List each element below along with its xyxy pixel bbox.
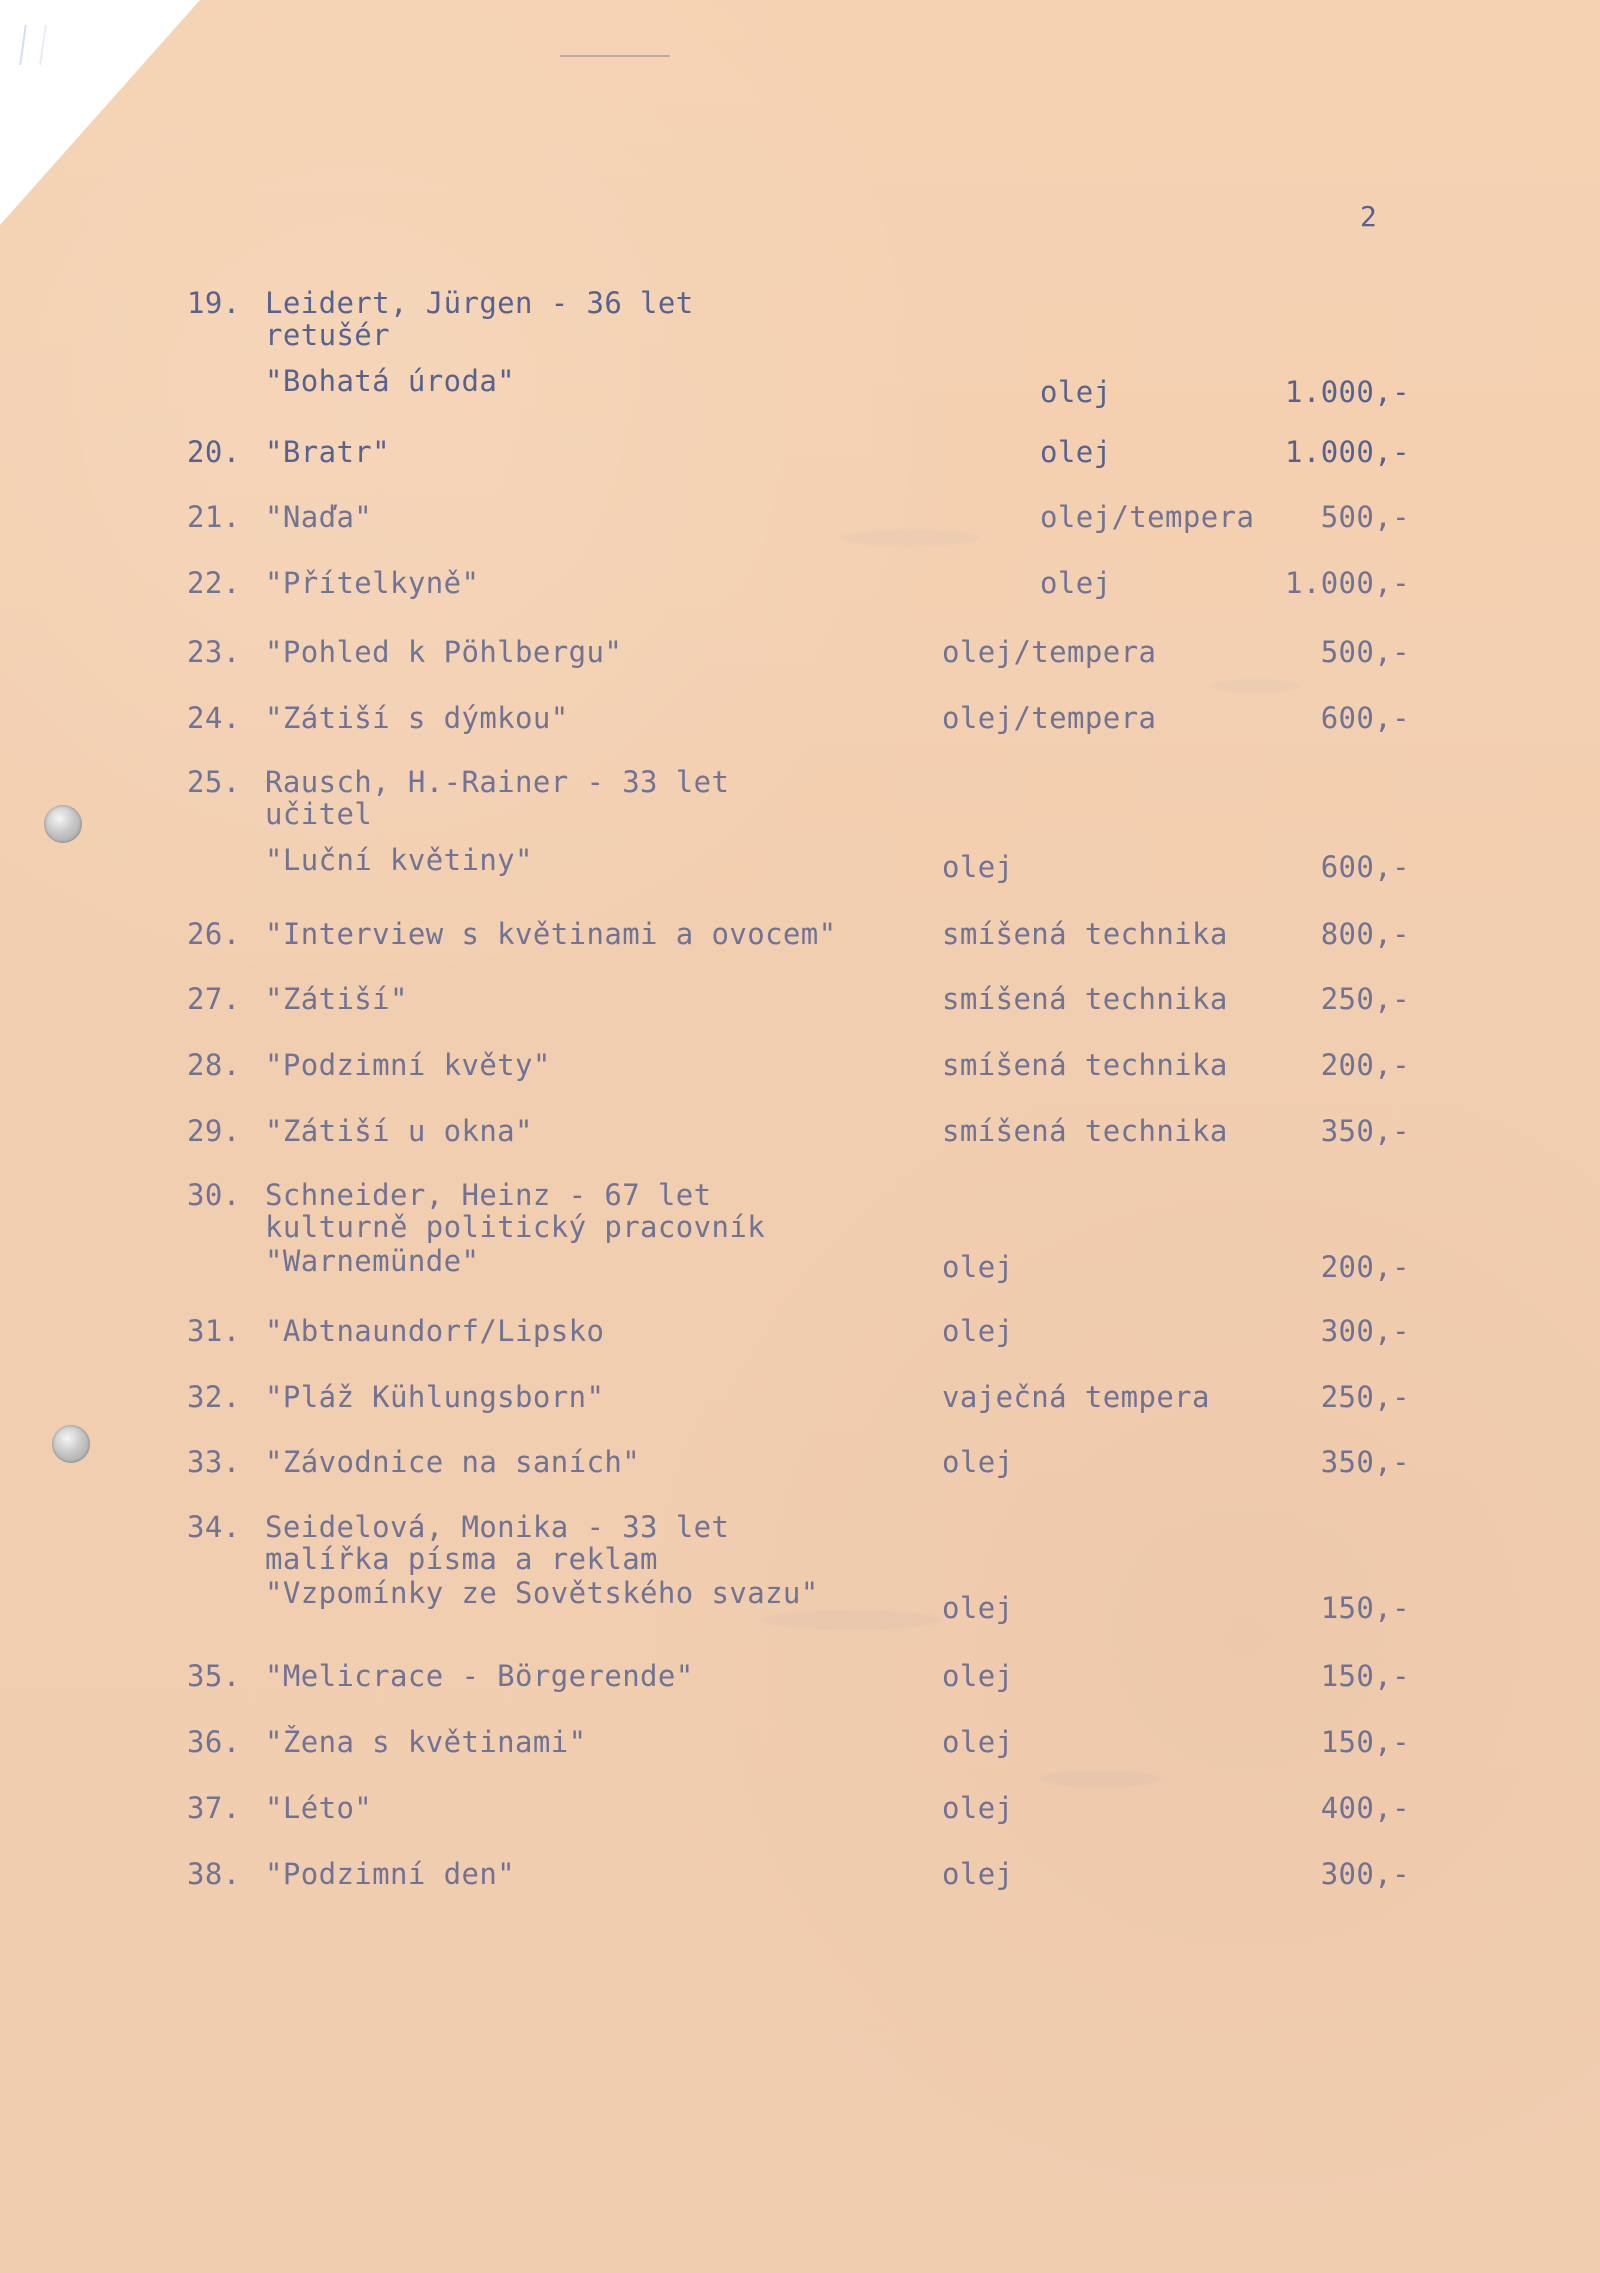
- entry-number: 27.: [187, 982, 241, 1016]
- price: 250,-: [1320, 1380, 1410, 1414]
- artwork-title: "Pláž Kühlungsborn": [265, 1380, 605, 1414]
- price: 400,-: [1320, 1791, 1410, 1825]
- technique: smíšená technika: [942, 1114, 1228, 1148]
- technique: olej: [1040, 566, 1112, 600]
- artist-line: Schneider, Heinz - 67 let: [265, 1178, 712, 1212]
- occupation-line: retušér: [265, 318, 391, 352]
- price: 200,-: [1320, 1048, 1410, 1082]
- occupation-line: učitel: [265, 797, 373, 831]
- artwork-title: "Luční květiny": [265, 843, 533, 877]
- entry-text: [265, 635, 622, 669]
- price: 350,-: [1320, 1114, 1410, 1148]
- price: 1.000,-: [1284, 566, 1410, 600]
- artwork-title: "Závodnice na saních": [265, 1445, 641, 1479]
- entry-number: 26.: [187, 917, 241, 951]
- entry-text: [265, 1114, 533, 1148]
- technique: olej: [1040, 375, 1112, 409]
- price: 1.000,-: [1284, 375, 1410, 409]
- artist-line: Rausch, H.-Rainer - 33 let: [265, 765, 730, 799]
- entry-text: [265, 765, 729, 877]
- artwork-title: "Zátiší s dýmkou": [265, 701, 569, 735]
- price: 150,-: [1320, 1659, 1410, 1693]
- paper-smudge: [1040, 1770, 1160, 1788]
- artwork-title: "Zátiší": [265, 982, 408, 1016]
- technique: smíšená technika: [942, 1048, 1228, 1082]
- artwork-title: "Interview s květinami a ovocem": [265, 917, 837, 951]
- entry-text: [265, 1380, 604, 1414]
- price: 150,-: [1320, 1591, 1410, 1625]
- artwork-title: "Bratr": [265, 435, 391, 469]
- entry-text: [265, 701, 569, 735]
- technique: olej/tempera: [942, 701, 1157, 735]
- paper-smudge: [760, 1610, 940, 1630]
- technique: olej: [942, 1857, 1014, 1891]
- technique: vaječná tempera: [942, 1380, 1210, 1414]
- technique: olej: [942, 1314, 1014, 1348]
- technique: olej: [1040, 435, 1112, 469]
- price: 250,-: [1320, 982, 1410, 1016]
- entry-number: 38.: [187, 1857, 241, 1891]
- entry-text: [265, 1445, 640, 1479]
- artwork-title: "Vzpomínky ze Sovětského svazu": [265, 1576, 819, 1610]
- entry-number: 21.: [187, 500, 241, 534]
- price: 350,-: [1320, 1445, 1410, 1479]
- entry-number: 28.: [187, 1048, 241, 1082]
- entry-number: 37.: [187, 1791, 241, 1825]
- artwork-title: "Přítelkyně": [265, 566, 480, 600]
- entry-number: 22.: [187, 566, 241, 600]
- entry-number: 29.: [187, 1114, 241, 1148]
- artwork-title: "Léto": [265, 1791, 373, 1825]
- artwork-title: "Žena s květinami": [265, 1725, 587, 1759]
- entry-number: 32.: [187, 1380, 241, 1414]
- artwork-title: "Podzimní den": [265, 1857, 516, 1891]
- price: 150,-: [1320, 1725, 1410, 1759]
- entry-text: [265, 1048, 551, 1082]
- technique: olej: [942, 1659, 1014, 1693]
- entry-number: 30.: [187, 1178, 241, 1212]
- technique: olej: [942, 1445, 1014, 1479]
- price: 200,-: [1320, 1250, 1410, 1284]
- paper-smudge: [1210, 680, 1300, 692]
- entry-text: [265, 1314, 604, 1348]
- price: 600,-: [1320, 850, 1410, 884]
- entry-number: 19.: [187, 286, 241, 320]
- technique: olej/tempera: [1040, 500, 1255, 534]
- price: 500,-: [1320, 500, 1410, 534]
- occupation-line: malířka písma a reklam: [265, 1542, 658, 1576]
- artist-line: Seidelová, Monika - 33 let: [265, 1510, 730, 1544]
- price: 1.000,-: [1284, 435, 1410, 469]
- entry-number: 24.: [187, 701, 241, 735]
- entry-text: [265, 435, 390, 469]
- artist-line: Leidert, Jürgen - 36 let: [265, 286, 694, 320]
- punch-hole-top: [44, 805, 82, 843]
- entry-number: 20.: [187, 435, 241, 469]
- artwork-title: "Bohatá úroda": [265, 364, 516, 398]
- entry-number: 23.: [187, 635, 241, 669]
- price: 500,-: [1320, 635, 1410, 669]
- entry-number: 34.: [187, 1510, 241, 1544]
- price: 600,-: [1320, 701, 1410, 735]
- artwork-title: "Abtnaundorf/Lipsko: [265, 1314, 605, 1348]
- entry-text: [265, 1659, 694, 1693]
- price: 300,-: [1320, 1314, 1410, 1348]
- technique: smíšená technika: [942, 982, 1228, 1016]
- entry-text: [265, 1791, 372, 1825]
- entry-text: [265, 500, 372, 534]
- entry-text: [265, 1510, 819, 1610]
- entry-text: [265, 917, 837, 951]
- entry-text: [265, 286, 694, 398]
- entry-text: [265, 1725, 586, 1759]
- entry-number: 25.: [187, 765, 241, 799]
- technique: olej: [942, 1791, 1014, 1825]
- entry-text: [265, 566, 479, 600]
- artwork-title: "Naďa": [265, 500, 373, 534]
- entry-number: 31.: [187, 1314, 241, 1348]
- technique: olej: [942, 850, 1014, 884]
- artwork-title: "Zátiší u okna": [265, 1114, 533, 1148]
- entry-text: [265, 1857, 515, 1891]
- entry-number: 33.: [187, 1445, 241, 1479]
- technique: olej/tempera: [942, 635, 1157, 669]
- punch-hole-bottom: [52, 1425, 90, 1463]
- technique: smíšená technika: [942, 917, 1228, 951]
- technique: olej: [942, 1725, 1014, 1759]
- top-dash-line: [560, 55, 670, 57]
- entry-number: 35.: [187, 1659, 241, 1693]
- price: 300,-: [1320, 1857, 1410, 1891]
- occupation-line: kulturně politický pracovník: [265, 1210, 766, 1244]
- artwork-title: "Melicrace - Börgerende": [265, 1659, 694, 1693]
- artwork-title: "Warnemünde": [265, 1244, 480, 1278]
- technique: olej: [942, 1591, 1014, 1625]
- page-number: 2: [1360, 200, 1378, 233]
- artwork-title: "Pohled k Pöhlbergu": [265, 635, 623, 669]
- technique: olej: [942, 1250, 1014, 1284]
- price: 800,-: [1320, 917, 1410, 951]
- entry-text: [265, 982, 408, 1016]
- paper-smudge: [840, 530, 980, 546]
- entry-text: [265, 1178, 765, 1278]
- artwork-title: "Podzimní květy": [265, 1048, 551, 1082]
- entry-number: 36.: [187, 1725, 241, 1759]
